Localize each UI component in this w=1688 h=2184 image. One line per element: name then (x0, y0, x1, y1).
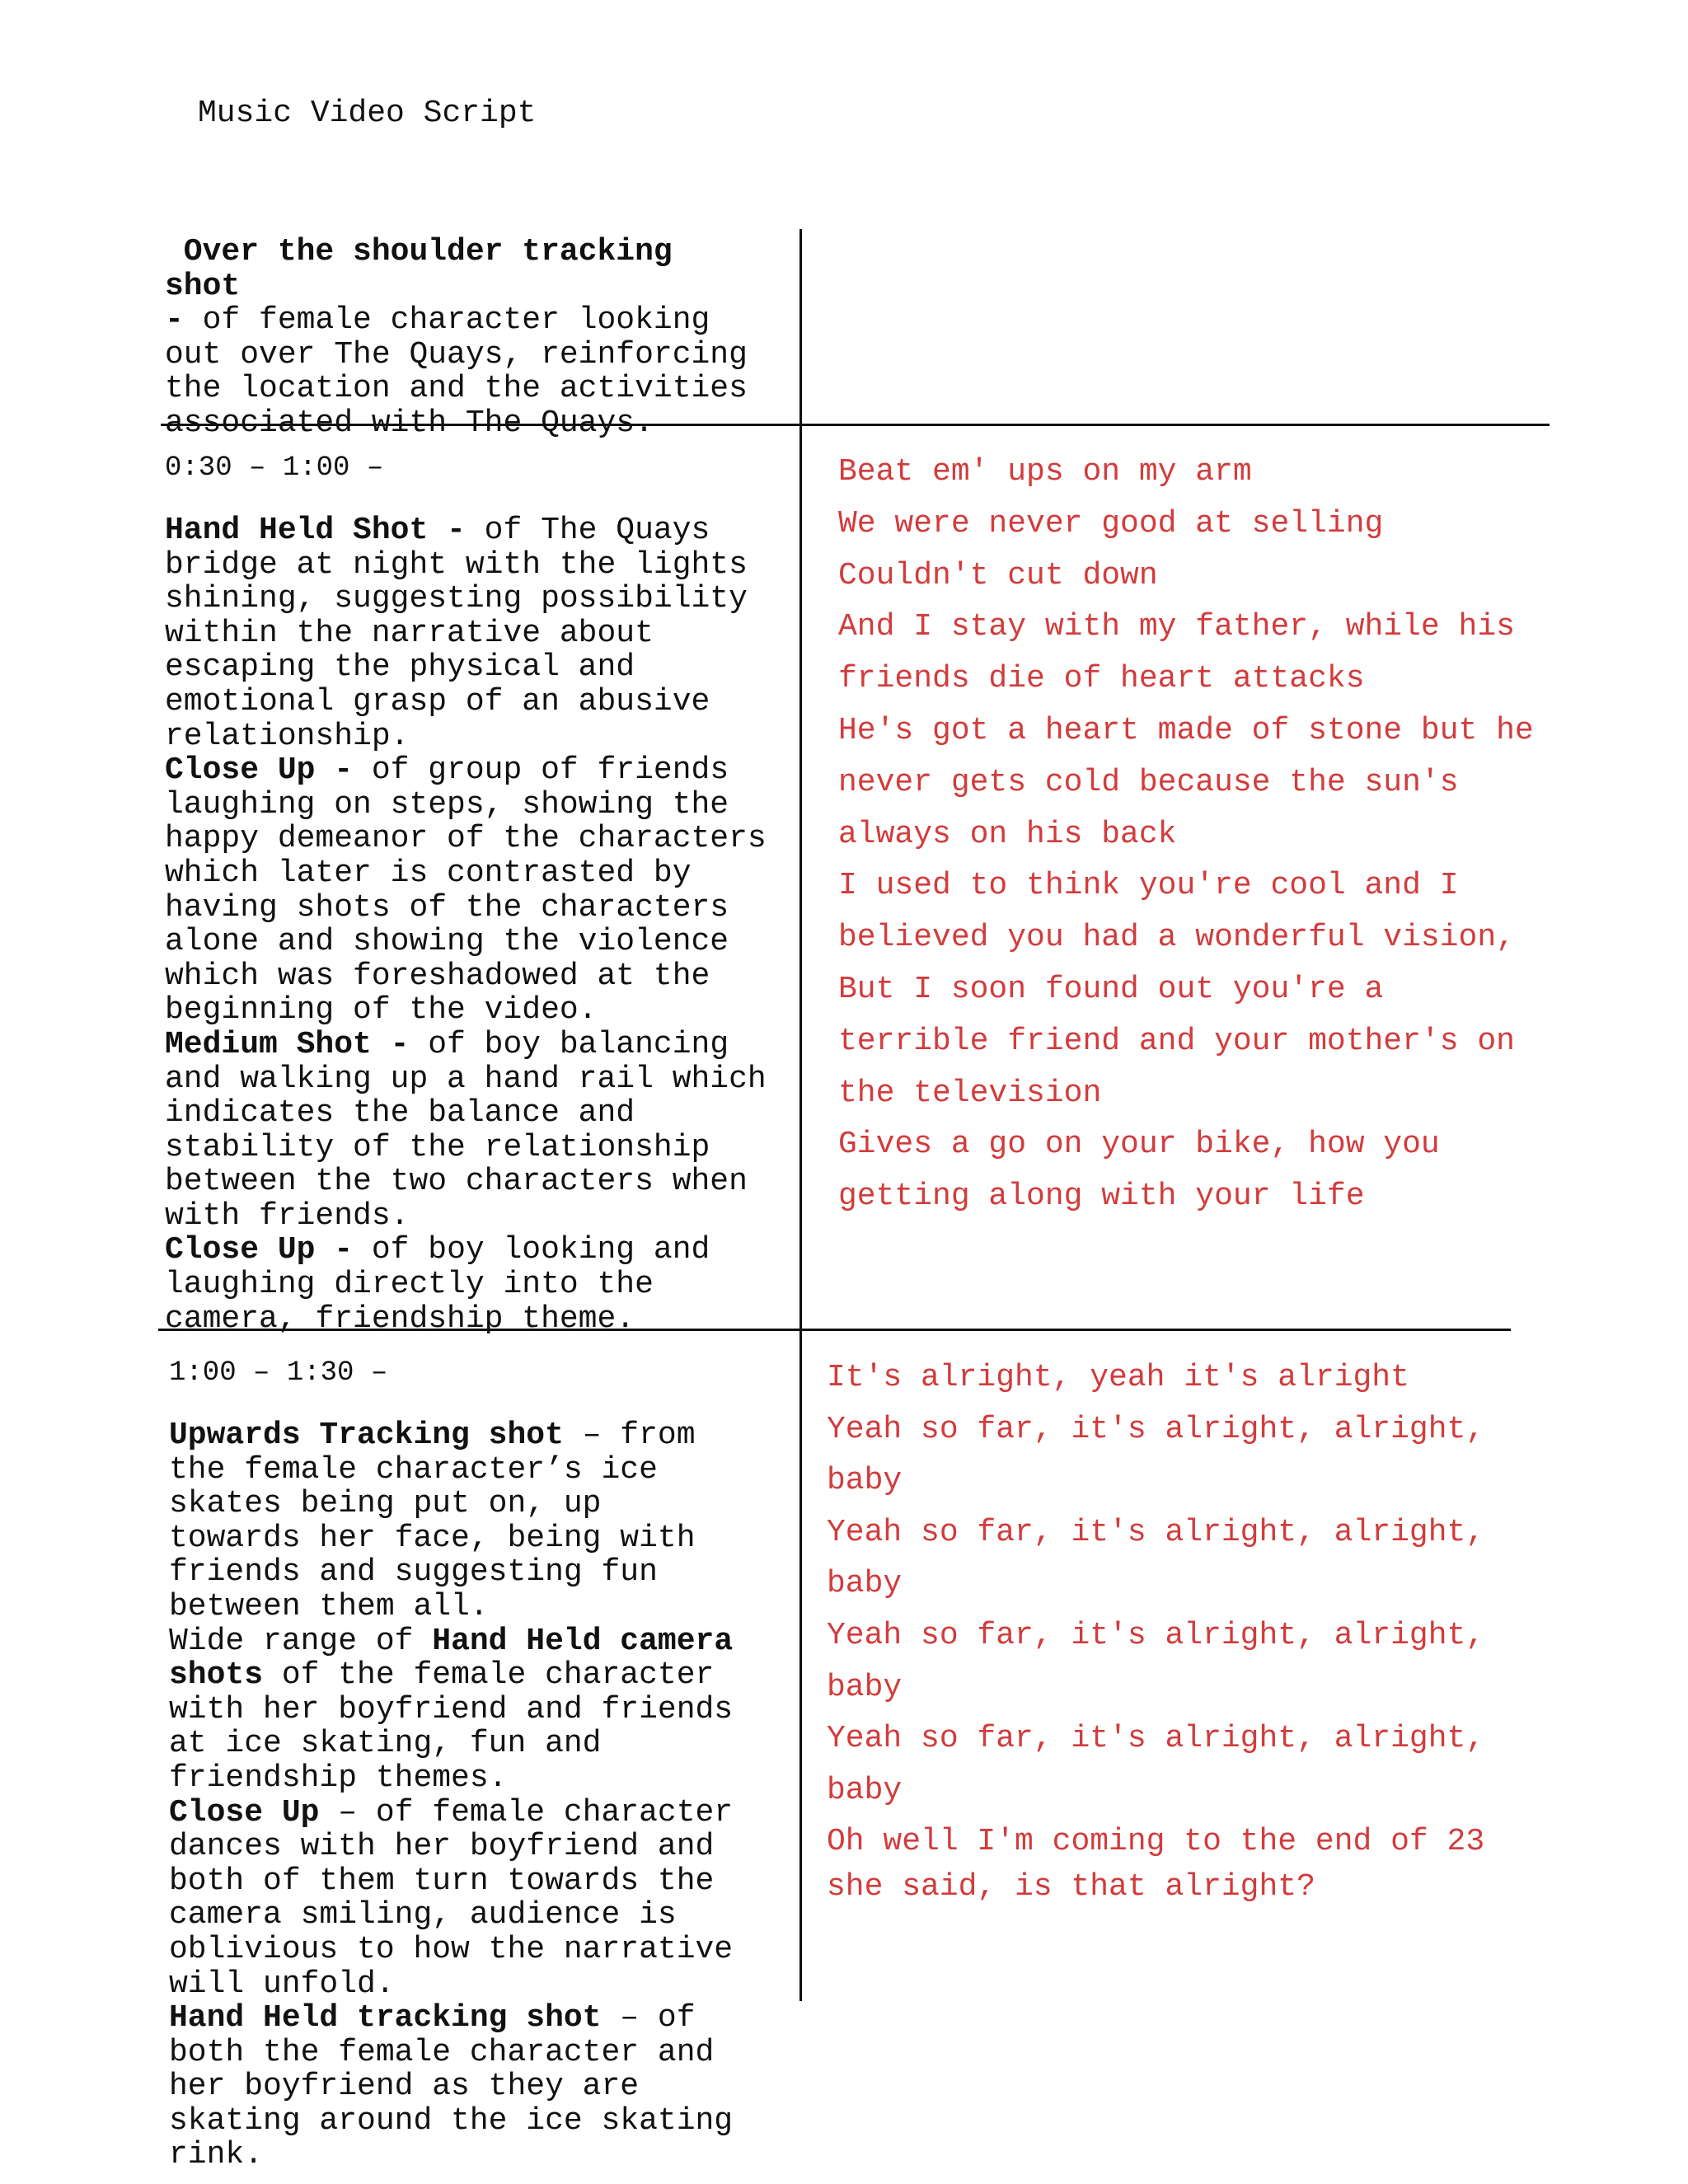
shot-line (165, 753, 775, 788)
shot-type: Upwards Tracking shot (169, 1418, 564, 1453)
row2-timecode: 0:30 – 1:00 – (165, 452, 384, 484)
shot-line (165, 788, 775, 823)
shot-text: and walking up a hand rail which (165, 1061, 767, 1097)
shot-text: rink. (169, 2137, 264, 2173)
lyric-line: Beat em' ups on my arm (838, 454, 1252, 490)
shot-line (165, 582, 775, 616)
lyric-line: the television (838, 1075, 1102, 1111)
shot-text: dances with her boyfriend and (169, 1829, 715, 1865)
shot-line (165, 616, 775, 651)
shot-type: Close Up - (165, 752, 354, 789)
row3-timecode: 1:00 – 1:30 – (169, 1357, 388, 1389)
lyric-line: believed you had a wonderful vision, (838, 920, 1515, 956)
shot-text: which later is contrasted by (165, 855, 692, 891)
shot-text: shining, suggesting possibility (165, 581, 748, 617)
shot-text: between the two characters when (165, 1164, 748, 1200)
lyric-line: He's got a heart made of stone but he (838, 712, 1534, 748)
shot-text: of the female character (263, 1657, 715, 1694)
page-title: Music Video Script (198, 96, 537, 131)
lyric-line: Yeah so far, it's alright, alright, (827, 1514, 1485, 1550)
shot-line (169, 1590, 779, 1624)
shot-line (165, 548, 775, 583)
shot-line (169, 1796, 779, 1830)
column-divider-bottom (799, 1329, 802, 2001)
shot-text: her boyfriend as they are (169, 2069, 640, 2105)
shot-text: laughing directly into the (165, 1267, 654, 1303)
shot-text: the female character’s ice (169, 1451, 658, 1488)
row2-shot-lines (165, 513, 775, 1336)
shot-type: Over the shoulder tracking shot (165, 234, 673, 304)
shot-text: happy demeanor of the characters (165, 821, 767, 857)
shot-line (165, 925, 775, 959)
row1-line: the location and the activities (165, 371, 748, 407)
shot-text: of group of friends (353, 752, 729, 789)
shot-type: Hand Held Shot - (165, 513, 466, 548)
shot-text: both of them turn towards the (169, 1863, 715, 1899)
lyric-line: baby (827, 1463, 903, 1499)
shot-text: which was foreshadowed at the (165, 958, 710, 994)
shot-text: of boy looking and (353, 1232, 710, 1268)
shot-line (169, 1727, 779, 1761)
shot-line (165, 1233, 775, 1268)
shot-text: – from (563, 1418, 696, 1453)
shot-line (165, 719, 775, 754)
shot-line (165, 1165, 775, 1199)
lyric-line: Yeah so far, it's alright, alright, (827, 1721, 1485, 1757)
lyric-line: baby (827, 1566, 903, 1602)
shot-line (169, 1967, 779, 2002)
shot-text: with her boyfriend and friends (169, 1691, 734, 1727)
shot-line (169, 2001, 779, 2036)
shot-text: relationship. (165, 718, 410, 754)
shot-text: emotional grasp of an abusive (165, 683, 710, 719)
column-divider-top (799, 229, 802, 1329)
shot-text: within the narrative about (165, 615, 654, 651)
shot-line (169, 2036, 779, 2070)
lyric-line: she said, is that alright? (827, 1869, 1315, 1905)
shot-text: – of (601, 2000, 696, 2036)
shot-text: towards her face, being with (169, 1520, 696, 1556)
shot-line (169, 1693, 779, 1727)
shot-text: alone and showing the violence (165, 924, 729, 960)
dash: - (165, 302, 184, 339)
shot-line (169, 1521, 779, 1556)
lyric-line: Yeah so far, it's alright, alright, (827, 1617, 1485, 1653)
shot-text: skating around the ice skating (169, 2102, 734, 2139)
lyric-line: friends die of heart attacks (838, 661, 1365, 697)
shot-text: Wide range of (169, 1623, 433, 1659)
shot-text: stability of the relationship (165, 1129, 710, 1165)
shot-text: at ice skating, fun and (169, 1726, 602, 1762)
shot-type: Hand Held camera (432, 1623, 734, 1659)
shot-text: beginning of the video. (165, 992, 598, 1029)
shot-line (165, 1131, 775, 1165)
shot-text: of boy balancing (409, 1026, 729, 1062)
lyric-line: Couldn't cut down (838, 557, 1158, 593)
shot-line (165, 1062, 775, 1097)
shot-line (169, 1555, 779, 1590)
shot-line (169, 1830, 779, 1864)
shot-text: with friends. (165, 1197, 410, 1234)
shot-line (169, 2104, 779, 2139)
shot-type: Medium Shot - (165, 1026, 410, 1062)
row1-line: of female character looking (202, 302, 710, 339)
shot-text: will unfold. (169, 1966, 395, 2002)
shot-line (165, 822, 775, 856)
shot-text: bridge at night with the lights (165, 546, 748, 583)
shot-line (169, 1624, 779, 1659)
shot-text: friendship themes. (169, 1760, 508, 1796)
shot-line (165, 891, 775, 926)
shot-line (165, 959, 775, 994)
shot-line (169, 2069, 779, 2104)
shot-line (165, 1028, 775, 1062)
lyric-line: Yeah so far, it's alright, alright, (827, 1411, 1485, 1447)
shot-line (165, 1302, 775, 1337)
shot-text: – of female character (319, 1794, 734, 1830)
shot-line (165, 685, 775, 719)
lyric-line: terrible friend and your mother's on (838, 1023, 1515, 1059)
shot-line (169, 1453, 779, 1488)
lyric-line: baby (827, 1772, 903, 1808)
shot-text: both the female character and (169, 2034, 715, 2070)
shot-type: Close Up - (165, 1232, 354, 1268)
row1-line: out over The Quays, reinforcing (165, 336, 748, 373)
shot-line (165, 856, 775, 891)
shot-text: of The Quays (465, 513, 710, 548)
lyric-line: I used to think you're cool and I (838, 868, 1459, 904)
shot-text: escaping the physical and (165, 649, 635, 686)
shot-text: oblivious to how the narrative (169, 1931, 734, 1967)
shot-line (165, 1199, 775, 1234)
shot-text: friends and suggesting fun (169, 1554, 658, 1591)
shot-line (165, 650, 775, 685)
shot-text: camera, friendship theme. (165, 1301, 635, 1337)
shot-line (169, 1418, 779, 1453)
shot-line (169, 1864, 779, 1899)
shot-line (165, 1268, 775, 1302)
shot-type: Hand Held tracking shot (169, 2000, 602, 2036)
shot-line (165, 1096, 775, 1131)
row3-lyrics (827, 1352, 1544, 1907)
lyric-line: never gets cold because the sun's (838, 764, 1459, 800)
lyric-line: baby (827, 1669, 903, 1705)
lyric-line: getting along with your life (838, 1179, 1365, 1215)
shot-line (169, 1658, 779, 1693)
lyric-line: Gives a go on your bike, how you (838, 1127, 1440, 1163)
row1-line: associated with The Quays. (165, 405, 654, 441)
shot-line (169, 1487, 779, 1521)
shot-text: laughing on steps, showing the (165, 786, 729, 823)
lyric-line: always on his back (838, 816, 1177, 852)
lyric-line: Oh well I'm coming to the end of 23 (827, 1824, 1485, 1860)
lyric-line: But I soon found out you're a (838, 971, 1384, 1007)
row3-shot-description (169, 1357, 779, 2173)
shot-text: skates being put on, up (169, 1486, 602, 1522)
row1-shot-description (165, 235, 758, 441)
shot-line (169, 1898, 779, 1933)
shot-text: camera smiling, audience is (169, 1897, 677, 1933)
shot-line (169, 2138, 779, 2172)
shot-text: between them all. (169, 1588, 489, 1624)
shot-text: indicates the balance and (165, 1095, 635, 1132)
lyric-line: We were never good at selling (838, 505, 1384, 541)
row3-shot-lines (169, 1418, 779, 2172)
row2-lyrics (838, 447, 1547, 1223)
shot-type: shots (169, 1657, 264, 1694)
shot-line (165, 993, 775, 1028)
lyric-line: And I stay with my father, while his (838, 609, 1515, 645)
shot-line (169, 1761, 779, 1796)
shot-type: Close Up (169, 1794, 320, 1830)
row2-shot-description (165, 452, 775, 1337)
shot-text: having shots of the characters (165, 889, 729, 926)
lyric-line: It's alright, yeah it's alright (827, 1360, 1409, 1395)
shot-line (165, 513, 775, 548)
shot-line (169, 1933, 779, 1967)
